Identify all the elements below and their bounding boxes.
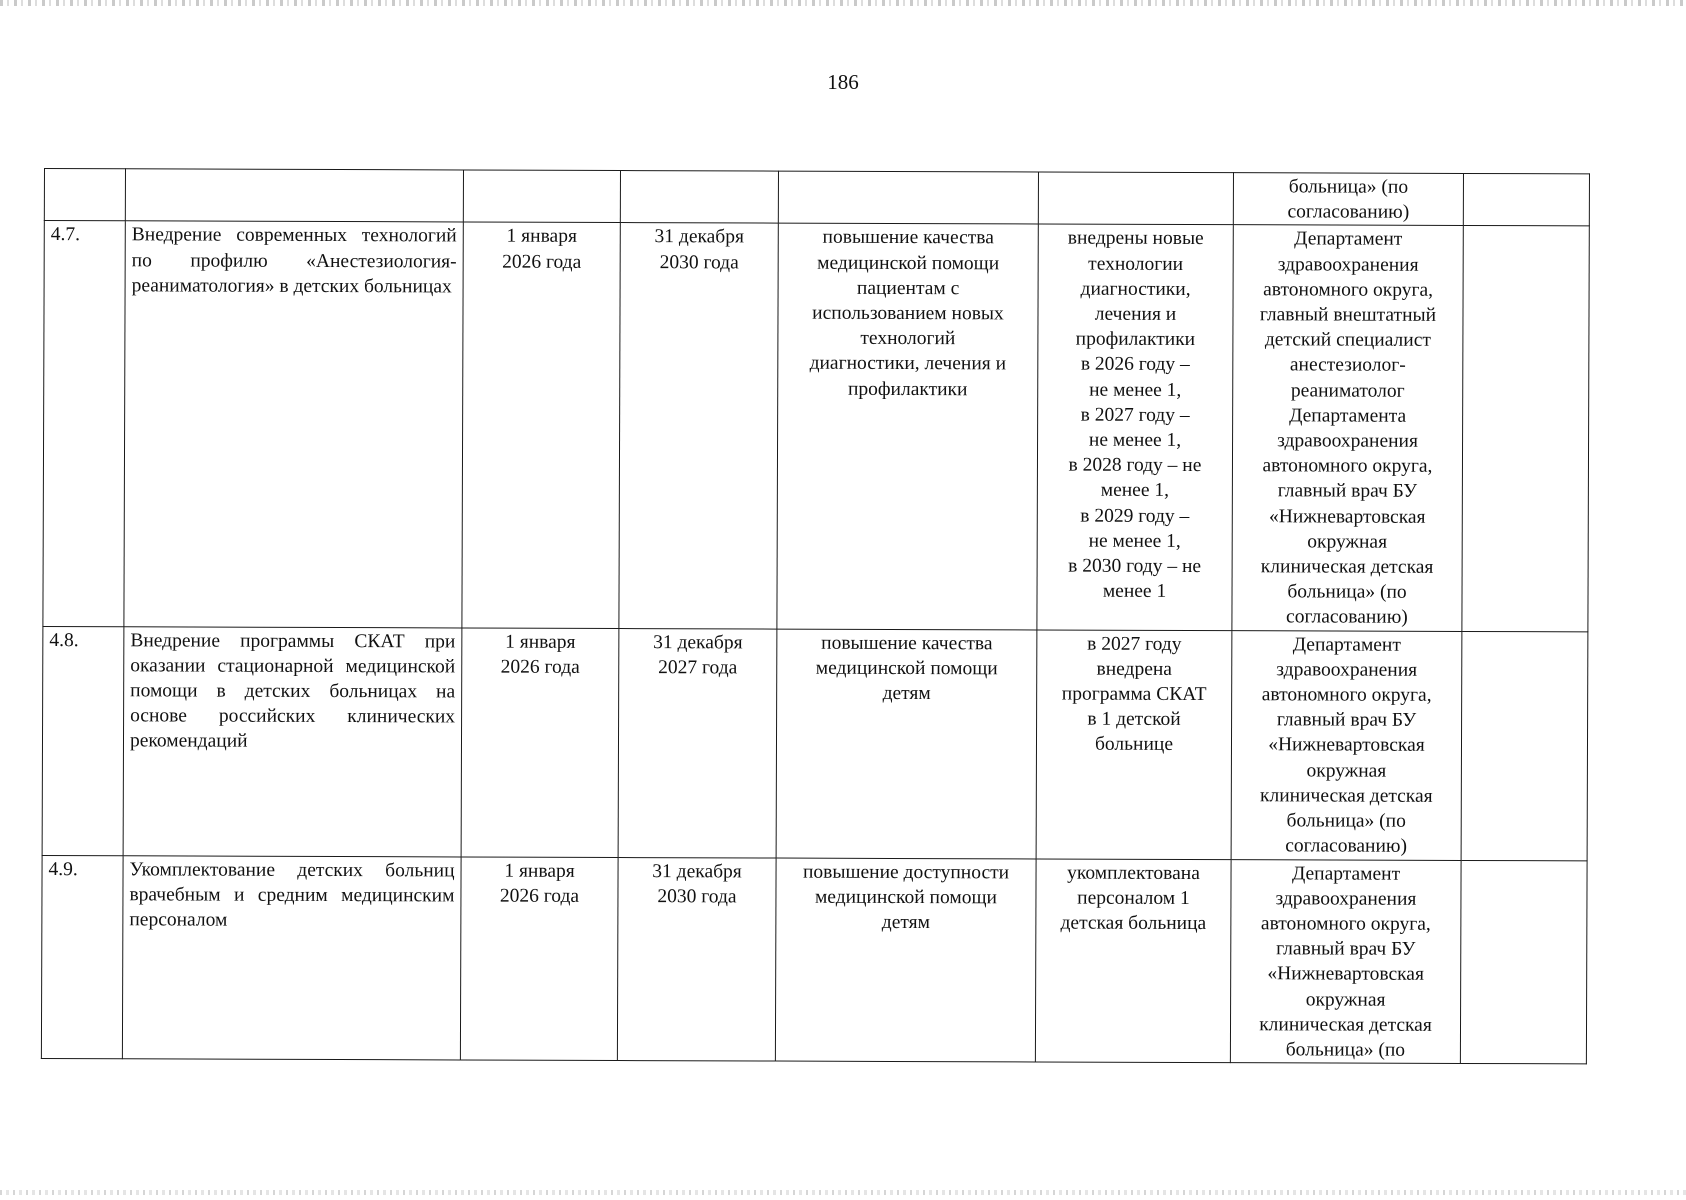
cell-goal: повышение доступности медицинской помощи детям <box>775 858 1036 1063</box>
cell-end <box>620 171 778 224</box>
page-number: 186 <box>827 70 859 94</box>
measures-table <box>41 168 1590 1065</box>
cell-end: 31 декабря 2027 года <box>618 628 777 858</box>
cell-note <box>1461 631 1588 860</box>
cell-note <box>1463 173 1589 226</box>
cell-result: в 2027 году внедрена программа СКАТ в 1 детской больнице <box>1036 630 1232 860</box>
cell-responsible: Департамент здравоохранения автономного округа, главный врач БУ «Нижневартовская окружная клиническая детская больница» (по <box>1230 859 1461 1063</box>
cell-goal: повышение качества медицинской помощи детям <box>776 629 1037 859</box>
cell-name: Укомплектование детских больниц врачебным и средним медицинским персоналом <box>122 855 461 1060</box>
cell-result <box>1038 172 1233 225</box>
cell-goal: повышение качества медицинской помощи пациентам с использованием новых технологий диагностики, лечения и профилактики <box>777 223 1038 629</box>
scan-edge-bottom <box>0 1190 1686 1195</box>
cell-end: 31 декабря 2030 года <box>619 223 778 629</box>
cell-start <box>463 170 620 223</box>
cell-responsible: Департамент здравоохранения автономного округа, главный врач БУ «Нижневартовская окружная клиническая детская больница» (по согласованию) <box>1231 630 1462 860</box>
cell-note <box>1460 860 1587 1064</box>
scan-edge-top <box>0 0 1686 6</box>
cell-num: 4.8. <box>42 626 124 855</box>
cell-end: 31 декабря 2030 года <box>617 857 776 1061</box>
table-row <box>41 855 1587 1064</box>
cell-name <box>125 169 463 223</box>
table-row <box>43 221 1589 632</box>
cell-num: 4.9. <box>41 855 123 1059</box>
cell-goal <box>778 171 1038 224</box>
cell-note <box>1462 226 1589 632</box>
cell-responsible: Департамент здравоохранения автономного округа, главный внештатный детский специалист анестезиолог- реаниматолог Департамента здравоохранения автономного округа, главный врач БУ «Нижневартовская окружная клиническая детская больница» (по согласованию) <box>1232 225 1463 631</box>
cell-name: Внедрение современных технологий по профилю «Анестезиология-реаниматология» в детских больницах <box>124 221 463 627</box>
cell-responsible: больница» (по согласованию) <box>1233 173 1463 226</box>
cell-start: 1 января 2026 года <box>460 857 618 1061</box>
cell-result: укомплектована персоналом 1 детская больница <box>1035 859 1231 1063</box>
table-row <box>42 626 1588 860</box>
cell-start: 1 января 2026 года <box>461 628 619 858</box>
cell-result: внедрены новые технологии диагностики, лечения и профилактики в 2026 году – не менее 1, в 2027 году – не менее 1, в 2028 году – не менее 1, в 2029 году – не менее 1, в 2030 году – не менее 1 <box>1037 224 1233 630</box>
cell-start: 1 января 2026 года <box>462 222 620 628</box>
cell-num <box>44 169 125 222</box>
cell-num: 4.7. <box>43 221 125 627</box>
cell-name: Внедрение программы СКАТ при оказании стационарной медицинской помощи в детских больницах на основе российских клинических рекомендаций <box>123 626 462 856</box>
table-row-continued <box>44 169 1589 227</box>
